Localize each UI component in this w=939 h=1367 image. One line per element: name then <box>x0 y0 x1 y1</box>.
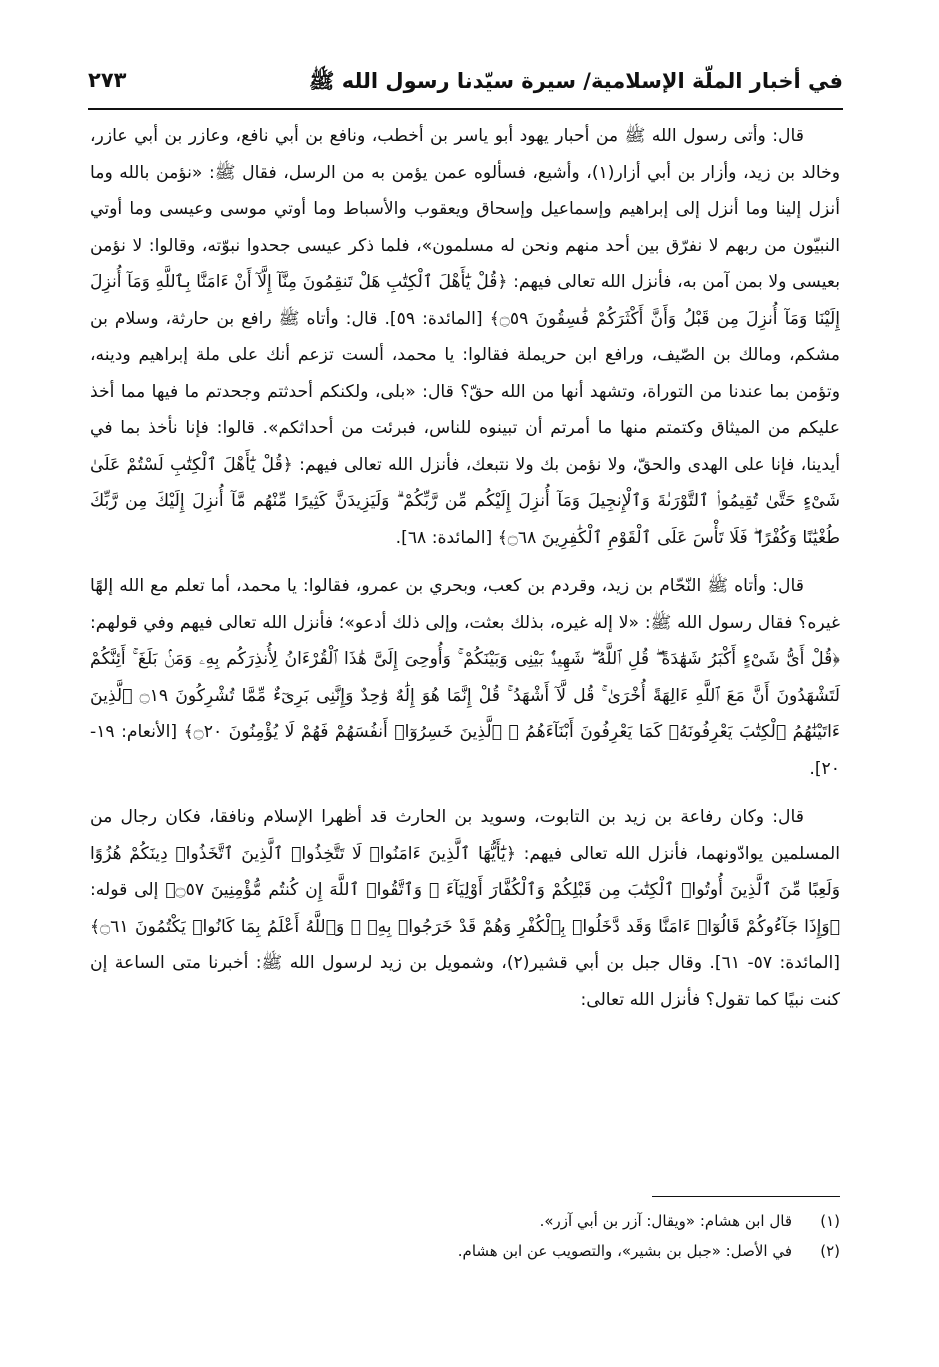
paragraph-2: قال: وأتاه ﷺ النّحّام بن زيد، وقردم بن كعب، وبحري بن عمرو، فقالوا: يا محمد، أما تعلم مع الله إلهًا غيره؟ فقال رسول الله ﷺ: «لا إله غيره، بذلك بعثت، وإلى ذلك أدعو»؛ فأنزل الله تعالى فيهم وفي قولهم: ﴿قُلْ أَىُّ شَىْءٍ أَكْبَرُ شَهَٰدَةً ۖ قُلِ ٱللَّهُ ۖ شَهِيدٌۢ بَيْنِى وَبَيْنَكُمْ ۚ وَأُوحِىَ إِلَىَّ هَٰذَا ٱلْقُرْءَانُ لِأُنذِرَكُم بِهِۦ وَمَنۢ بَلَغَ ۚ أَئِنَّكُمْ لَتَشْهَدُونَ أَنَّ مَعَ ٱللَّهِ ءَالِهَةً أُخْرَىٰ ۚ قُل لَّآ أَشْهَدُ ۚ قُلْ إِنَّمَا هُوَ إِلَٰهٌ وَٰحِدٌ وَإِنَّنِى بَرِىٓءٌ مِّمَّا تُشْرِكُونَ ۝١٩ ٱلَّذِينَ ءَاتَيْنَٰهُمُ ٱلْكِتَٰبَ يَعْرِفُونَهُۥ كَمَا يَعْرِفُونَ أَبْنَآءَهُمُ ۘ ٱلَّذِينَ خَسِرُوٓا۟ أَنفُسَهُمْ فَهُمْ لَا يُؤْمِنُونَ ۝٢٠﴾ [الأنعام: ١٩- ٢٠]. <box>90 576 841 779</box>
footnote-number: (٢) <box>820 1242 840 1260</box>
footnote-2 <box>90 1236 840 1266</box>
footnote-1 <box>90 1206 840 1236</box>
header-rule <box>88 108 843 110</box>
footnote-text: في الأصل: «جبل بن بشير»، والتصويب عن ابن هشام. <box>457 1242 792 1260</box>
footnote-number: (١) <box>820 1212 840 1230</box>
paragraph-3: قال: وكان رفاعة بن زيد بن التابوت، وسويد بن الحارث قد أظهرا الإسلام ونافقا، فكان رجال من المسلمين يوادّونهما، فأنزل الله تعالى فيهم: ﴿يَٰٓأَيُّهَا ٱلَّذِينَ ءَامَنُوا۟ لَا تَتَّخِذُوا۟ ٱلَّذِينَ ٱتَّخَذُوا۟ دِينَكُمْ هُزُوًا وَلَعِبًا مِّنَ ٱلَّذِينَ أُوتُوا۟ ٱلْكِتَٰبَ مِن قَبْلِكُمْ وَٱلْكُفَّارَ أَوْلِيَآءَ ۚ وَٱتَّقُوا۟ ٱللَّهَ إِن كُنتُم مُّؤْمِنِينَ ۝٥٧﴾ إلى قوله: ﴿وَإِذَا جَآءُوكُمْ قَالُوٓا۟ ءَامَنَّا وَقَد دَّخَلُوا۟ بِٱلْكُفْرِ وَهُمْ قَدْ خَرَجُوا۟ بِهِۦ ۚ وَٱللَّهُ أَعْلَمُ بِمَا كَانُوا۟ يَكْتُمُونَ ۝٦١﴾ [المائدة: ٥٧- ٦١]. وقال جبل بن أبي قشير(٢)، وشمويل بن زيد لرسول الله ﷺ: أخبرنا متى الساعة إن كنت نبيًا كما تقول؟ فأنزل الله تعالى: <box>90 807 840 1010</box>
page-number: ٢٧٣ <box>88 68 127 92</box>
running-header <box>88 66 843 106</box>
running-header-title: في أخبار الملّة الإسلامية/ سيرة سيّدنا رسول الله ﷺ <box>309 69 843 93</box>
paragraph-1: قال: وأتى رسول الله ﷺ من أحبار يهود أبو ياسر بن أخطب، ونافع بن أبي نافع، وعازر بن أبي عازر، وخالد بن زيد، وأزار بن أبي أزار(١)، وأشيع، فسألوه عمن يؤمن به من الرسل، فقال ﷺ: «نؤمن بالله وما أنزل إلينا وما أنزل إلى إبراهيم وإسماعيل وإسحاق ويعقوب والأسباط وما أوتي موسى وعيسى وما أوتي النبيّون من ربهم لا نفرّق بين أحد منهم ونحن له مسلمون»، فلما ذكر عيسى جحدوا نبوّته، وقالوا: لا نؤمن بعيسى ولا بمن آمن به، فأنزل الله تعالى فيهم: ﴿قُلْ يَٰٓأَهْلَ ٱلْكِتَٰبِ هَلْ تَنقِمُونَ مِنَّآ إِلَّآ أَنْ ءَامَنَّا بِٱللَّهِ وَمَآ أُنزِلَ إِلَيْنَا وَمَآ أُنزِلَ مِن قَبْلُ وَأَنَّ أَكْثَرَكُمْ فَٰسِقُونَ ۝٥٩﴾ [المائدة: ٥٩]. قال: وأتاه ﷺ رافع بن حارثة، وسلام بن مشكم، ومالك بن الصّيف، ورافع ابن حريملة فقالوا: يا محمد، ألست تزعم أنك على ملة إبراهيم ودينه، وتؤمن بما عندنا من التوراة، وتشهد أنها من الله حقّ؟ قال: «بلى، ولكنكم أحدثتم وجحدتم ما فيها مما أخذ عليكم من الميثاق وكتمتم منها ما أمرتم أن تبينوه للناس، فبرئت من أحداثكم». قالوا: فإنا نأخذ بما في أيدينا، فإنا على الهدى والحقّ، ولا نؤمن بك ولا نتبعك، فأنزل الله تعالى فيهم: ﴿قُلْ يَٰٓأَهْلَ ٱلْكِتَٰبِ لَسْتُمْ عَلَىٰ شَىْءٍ حَتَّىٰ تُقِيمُوا۟ ٱلتَّوْرَىٰةَ وَٱلْإِنجِيلَ وَمَآ أُنزِلَ إِلَيْكُم مِّن رَّبِّكُمْ ۗ وَلَيَزِيدَنَّ كَثِيرًا مِّنْهُم مَّآ أُنزِلَ إِلَيْكَ مِن رَّبِّكَ طُغْيَٰنًا وَكُفْرًا ۖ فَلَا تَأْسَ عَلَى ٱلْقَوْمِ ٱلْكَٰفِرِينَ ۝٦٨﴾ [المائدة: ٦٨]. <box>90 126 840 548</box>
footnotes <box>90 1206 840 1266</box>
footnote-rule <box>652 1196 840 1197</box>
main-text <box>90 118 840 1018</box>
footnote-text: قال ابن هشام: «ويقال: آزر بن أبي آزر». <box>539 1212 792 1230</box>
